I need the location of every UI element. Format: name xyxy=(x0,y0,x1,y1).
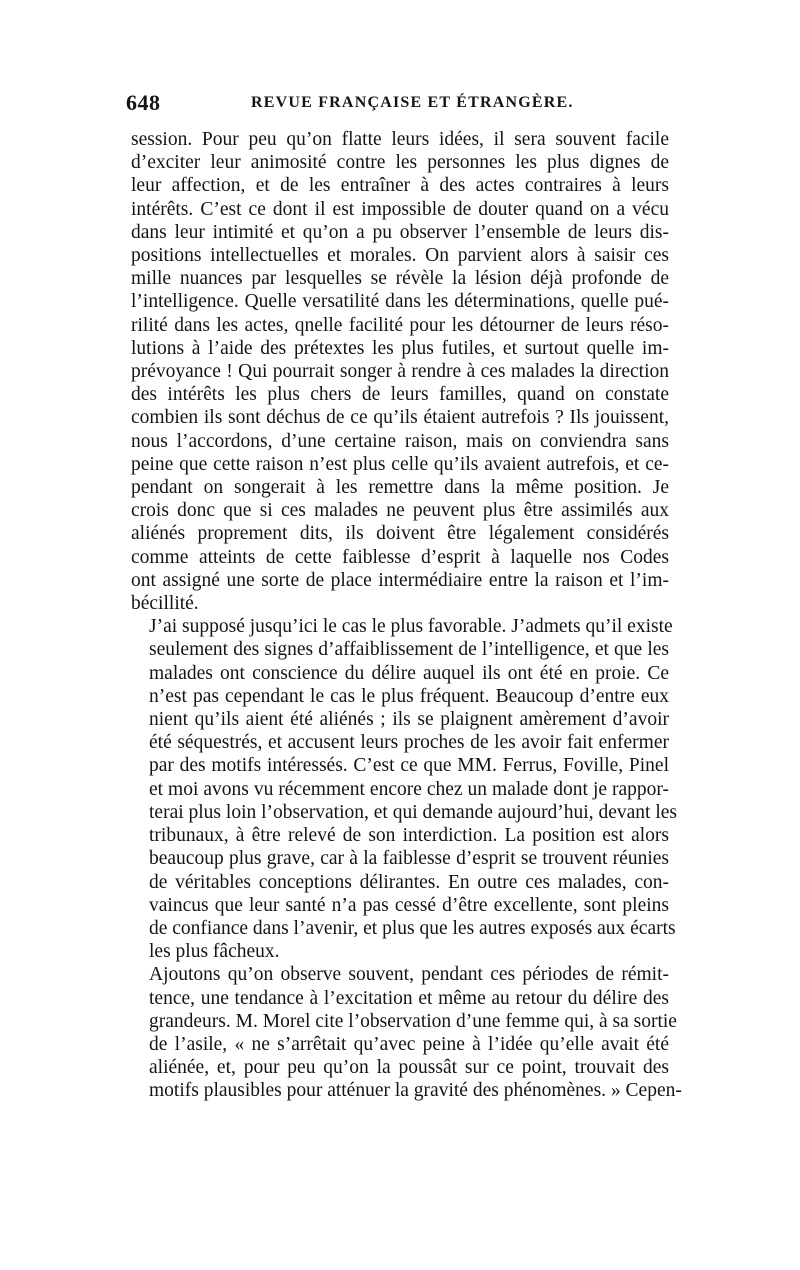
text-line: nient qu’ils aient été aliénés ; ils se plaignent amèrement d’avoir xyxy=(149,709,669,731)
text-line: terai plus loin l’observation, et qui demande aujourd’hui, devant les xyxy=(149,801,677,823)
paragraph xyxy=(131,963,682,1102)
text-line: lutions à l’aide des prétextes les plus futiles, et surtout quelle im- xyxy=(131,337,669,359)
text-line: crois donc que si ces malades ne peuvent plus être assimilés aux xyxy=(131,500,669,522)
text-line: de confiance dans l’avenir, et plus que les autres exposés aux écarts xyxy=(149,917,676,939)
text-line: aliénée, et, pour peu qu’on la poussât sur ce point, trouvait des xyxy=(149,1057,669,1079)
text-line: l’intelligence. Quelle versatilité dans les déterminations, quelle pué- xyxy=(131,291,669,313)
text-line: motifs plausibles pour atténuer la gravité des phénomènes. » Cepen- xyxy=(149,1080,682,1102)
text-line: dans leur intimité et qu’on a pu observer l’ensemble de leurs dis- xyxy=(131,221,669,243)
text-line: peine que cette raison n’est plus celle qu’ils avaient autrefois, et ce- xyxy=(131,453,669,475)
text-line: aliénés proprement dits, ils doivent être légalement considérés xyxy=(131,523,669,545)
journal-title: REVUE FRANÇAISE ET ÉTRANGÈRE. xyxy=(251,94,574,111)
body-text xyxy=(131,128,682,1103)
text-line: été séquestrés, et accusent leurs proches de les avoir fait enfermer xyxy=(149,732,669,754)
text-line: Ajoutons qu’on observe souvent, pendant ces périodes de rémit- xyxy=(149,964,669,986)
page-number: 648 xyxy=(126,90,161,115)
text-line: bécillité. xyxy=(131,593,199,615)
text-line: positions intellectuelles et morales. On parvient alors à saisir ces xyxy=(131,245,669,267)
text-line: seulement des signes d’affaiblissement de l’intelligence, et que les xyxy=(149,639,669,661)
text-line: nous l’accordons, d’une certaine raison, mais on conviendra sans xyxy=(131,430,669,452)
text-line: J’ai supposé jusqu’ici le cas le plus favorable. J’admets qu’il existe xyxy=(149,616,673,638)
text-line: n’est pas cependant le cas le plus fréquent. Beaucoup d’entre eux xyxy=(149,685,669,707)
text-line: vaincus que leur santé n’a pas cessé d’être excellente, sont pleins xyxy=(149,894,669,916)
text-line: ont assigné une sorte de place intermédiaire entre la raison et l’im- xyxy=(131,569,669,591)
text-line: les plus fâcheux. xyxy=(149,941,280,963)
text-line: des intérêts les plus chers de leurs familles, quand on constate xyxy=(131,384,669,406)
text-line: pendant on songerait à les remettre dans la même position. Je xyxy=(131,477,669,499)
text-line: session. Pour peu qu’on flatte leurs idées, il sera souvent facile xyxy=(131,129,669,150)
text-line: leur affection, et de les entraîner à des actes contraires à leurs xyxy=(131,175,669,197)
text-line: beaucoup plus grave, car à la faiblesse d’esprit se trouvent réunies xyxy=(149,848,669,870)
running-header xyxy=(126,90,672,114)
text-line: grandeurs. M. Morel cite l’observation d’une femme qui, à sa sortie xyxy=(149,1010,677,1032)
text-line: rilité dans les actes, qnelle facilité pour les détourner de leurs réso- xyxy=(131,314,669,336)
text-line: intérêts. C’est ce dont il est impossible de douter quand on a vécu xyxy=(131,198,669,220)
text-line: de véritables conceptions délirantes. En outre ces malades, con- xyxy=(149,871,669,893)
text-line: et moi avons vu récemment encore chez un malade dont je rappor- xyxy=(149,778,669,800)
text-line: mille nuances par lesquelles se révèle la lésion déjà profonde de xyxy=(131,268,669,290)
text-line: de l’asile, « ne s’arrêtait qu’avec peine à l’idée qu’elle avait été xyxy=(149,1033,669,1055)
paragraph xyxy=(131,615,677,963)
paragraph xyxy=(131,128,669,615)
text-line: tence, une tendance à l’excitation et même au retour du délire des xyxy=(149,987,669,1009)
text-line: prévoyance ! Qui pourrait songer à rendre à ces malades la direction xyxy=(131,361,669,383)
text-line: combien ils sont déchus de ce qu’ils étaient autrefois ? Ils jouissent, xyxy=(131,407,669,429)
text-line: par des motifs intéressés. C’est ce que MM. Ferrus, Foville, Pinel xyxy=(149,755,669,777)
text-line: tribunaux, à être relevé de son interdiction. La position est alors xyxy=(149,825,669,847)
text-line: d’exciter leur animosité contre les personnes les plus dignes de xyxy=(131,152,669,174)
text-line: comme atteints de cette faiblesse d’esprit à laquelle nos Codes xyxy=(131,546,669,568)
text-line: malades ont conscience du délire auquel ils ont été en proie. Ce xyxy=(149,662,669,684)
